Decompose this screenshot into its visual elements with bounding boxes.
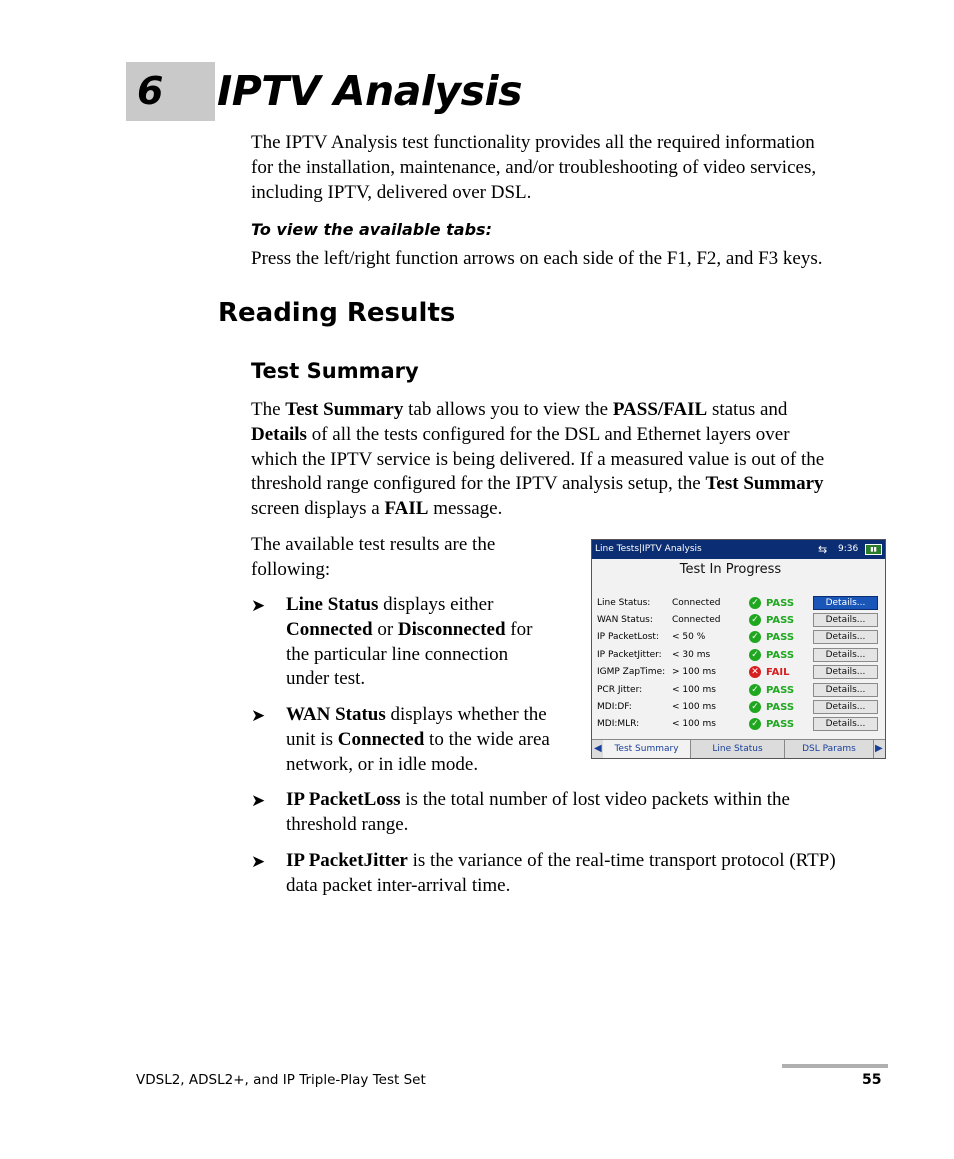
bullet-item-ip-packetjitter: IP PacketJitter is the variance of the real-time transport protocol (RTP) data packet inter-arrival time.	[286, 850, 836, 896]
result-row: PCR Jitter: < 100 ms ✓ PASS Details...	[592, 682, 885, 699]
intro-line: including IPTV, delivered over DSL.	[251, 181, 532, 203]
pass-check-icon: ✓	[749, 614, 761, 626]
tab-line-status[interactable]: Line Status	[691, 740, 785, 758]
pass-check-icon: ✓	[749, 631, 761, 643]
details-button[interactable]: Details...	[813, 717, 878, 731]
result-row: IP PacketLost: < 50 % ✓ PASS Details...	[592, 629, 885, 646]
status-badge: PASS	[766, 719, 795, 730]
para-line: which the IPTV service is being delivered. If a measured value is out of the	[251, 448, 825, 470]
page-number: 55	[862, 1072, 882, 1088]
intro-paragraph	[251, 131, 816, 205]
battery-icon: ▮▮	[865, 544, 882, 555]
pass-check-icon: ✓	[749, 718, 761, 730]
status-badge: PASS	[766, 632, 795, 643]
status-badge: PASS	[766, 650, 795, 661]
details-button[interactable]: Details...	[813, 700, 878, 714]
device-title: Line Tests|IPTV Analysis	[595, 544, 702, 554]
tab-right-arrow-icon[interactable]: ▶	[875, 743, 883, 754]
details-button[interactable]: Details...	[813, 665, 878, 679]
details-button[interactable]: Details...	[813, 648, 878, 662]
status-badge: PASS	[766, 702, 795, 713]
details-button[interactable]: Details...	[813, 596, 878, 610]
para-line: screen displays a FAIL message.	[251, 498, 503, 520]
status-badge: PASS	[766, 598, 795, 609]
device-screenshot	[591, 539, 886, 759]
result-row: IP PacketJitter: < 30 ms ✓ PASS Details...	[592, 647, 885, 664]
tab-test-summary[interactable]: Test Summary	[603, 740, 691, 758]
result-row: MDI:DF: < 100 ms ✓ PASS Details...	[592, 699, 885, 716]
pass-check-icon: ✓	[749, 597, 761, 609]
bullet-arrow-icon: ➤	[251, 706, 266, 725]
result-row: MDI:MLR: < 100 ms ✓ PASS Details...	[592, 716, 885, 733]
status-badge: PASS	[766, 615, 795, 626]
footer-rule	[782, 1064, 888, 1068]
pass-check-icon: ✓	[749, 701, 761, 713]
section-title: Reading Results	[218, 298, 456, 328]
result-row: IGMP ZapTime: > 100 ms ✕ FAIL Details...	[592, 664, 885, 681]
para-line: Details of all the tests configured for the DSL and Ethernet layers over	[251, 423, 790, 445]
chapter-number: 6	[137, 69, 164, 113]
details-button[interactable]: Details...	[813, 630, 878, 644]
transfer-arrows-icon: ⇆	[818, 543, 828, 556]
tab-dsl-params[interactable]: DSL Params	[785, 740, 874, 758]
intro-line: for the installation, maintenance, and/or troubleshooting of video services,	[251, 156, 817, 178]
bullet-arrow-icon: ➤	[251, 791, 266, 810]
intro-line: The IPTV Analysis test functionality provides all the required information	[251, 132, 815, 153]
footer-product-name: VDSL2, ADSL2+, and IP Triple-Play Test Set	[136, 1072, 426, 1088]
pass-check-icon: ✓	[749, 684, 761, 696]
device-titlebar	[592, 540, 885, 559]
result-row: WAN Status: Connected ✓ PASS Details...	[592, 612, 885, 629]
bullet-item-ip-packetloss: IP PacketLoss is the total number of lost video packets within the threshold range.	[286, 789, 790, 835]
procedure-heading: To view the available tabs:	[251, 220, 492, 239]
status-badge: FAIL	[766, 667, 790, 678]
tab-left-arrow-icon[interactable]: ◀	[594, 743, 602, 754]
bullet-item-line-status: Line Status displays either Connected or Disconnected for the particular line connection under test.	[286, 594, 533, 690]
device-tab-bar	[592, 739, 885, 759]
bullet-item-wan-status: WAN Status displays whether the unit is Connected to the wide area network, or in idle mode.	[286, 704, 550, 775]
chapter-title: IPTV Analysis	[217, 67, 523, 115]
test-summary-paragraph	[251, 398, 824, 522]
details-button[interactable]: Details...	[813, 683, 878, 697]
result-row: Line Status: Connected ✓ PASS Details...	[592, 595, 885, 612]
details-button[interactable]: Details...	[813, 613, 878, 627]
para-line: threshold range configured for the IPTV analysis setup, the Test Summary	[251, 473, 824, 495]
subsection-title: Test Summary	[251, 359, 419, 383]
device-heading: Test In Progress	[679, 562, 782, 577]
available-results-text: The available test results are the following:	[251, 534, 496, 580]
fail-x-icon: ✕	[749, 666, 761, 678]
device-clock: 9:36	[838, 544, 859, 554]
status-badge: PASS	[766, 685, 795, 696]
bullet-arrow-icon: ➤	[251, 596, 266, 615]
para-line: The Test Summary tab allows you to view the PASS/FAIL status and	[251, 399, 788, 420]
bullet-arrow-icon: ➤	[251, 852, 266, 871]
pass-check-icon: ✓	[749, 649, 761, 661]
procedure-step: Press the left/right function arrows on each side of the F1, F2, and F3 keys.	[251, 248, 823, 269]
